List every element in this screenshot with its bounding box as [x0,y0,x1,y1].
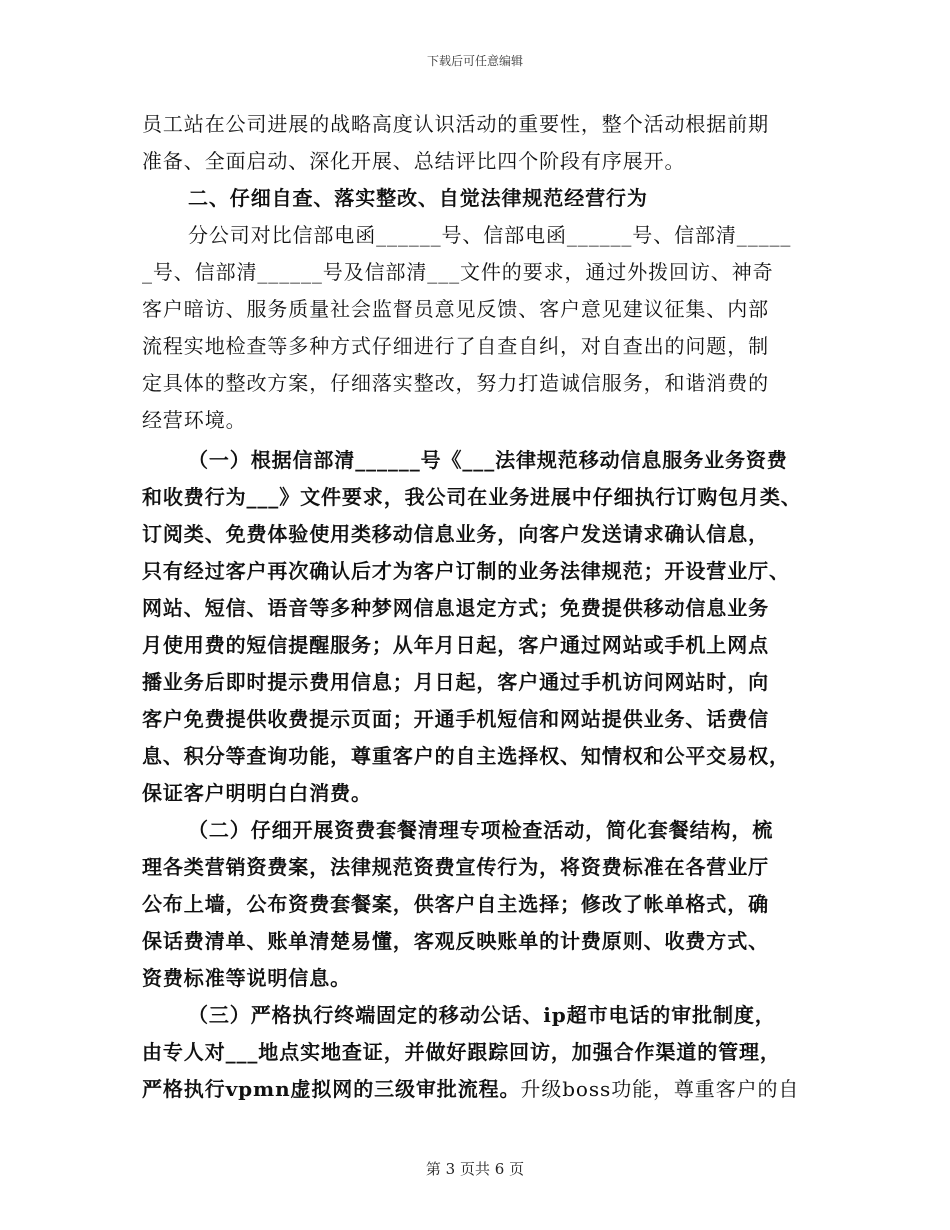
bold-paragraph-line: 保证客户明明白白消费。 [142,781,372,805]
bold-paragraph-line: 月使用费的短信提醒服务；从年月日起，客户通过网站或手机上网点 [142,633,769,657]
bold-paragraph-line: 只有经过客户再次确认后才为客户订制的业务法律规范；开设营业厅、 [142,559,790,583]
bold-paragraph-line: 订阅类、免费体验使用类移动信息业务，向客户发送请求确认信息， [142,522,769,546]
document-body [142,106,814,1108]
body-line: 准备、全面启动、深化开展、总结评比四个阶段有序展开。 [142,149,686,173]
body-line: _号、信部清______号及信部清___文件的要求，通过外拨回访、神奇 [142,260,774,284]
body-line: 定具体的整改方案，仔细落实整改，努力打造诚信服务，和谐消费的 [142,371,769,395]
bold-line-segment: 严格执行vpmn虚拟网的三级审批流程。 [142,1077,521,1101]
bold-paragraph-line: 公布上墙，公布资费套餐案，供客户自主选择；修改了帐单格式，确 [142,892,769,916]
bold-paragraph-line: 播业务后即时提示费用信息；月日起，客户通过手机访问网站时，向 [142,670,769,694]
regular-line-segment: 升级boss功能，尊重客户的自 [520,1077,800,1101]
body-line: 员工站在公司进展的战略高度认识活动的重要性，整个活动根据前期 [142,112,769,136]
body-line: 流程实地检查等多种方式仔细进行了自查自纠，对自查出的问题，制 [142,334,769,358]
bold-paragraph-line: （三）严格执行终端固定的移动公话、ip超市电话的审批制度， [188,1003,776,1027]
body-line: 经营环境。 [142,408,247,432]
bold-paragraph-line: （二）仔细开展资费套餐清理专项检查活动，简化套餐结构，梳 [188,818,774,842]
bold-paragraph-line: 客户免费提供收费提示页面；开通手机短信和网站提供业务、话费信 [142,707,769,731]
bold-paragraph-line: 保话费清单、账单清楚易懂，客观反映账单的计费原则、收费方式、 [142,929,769,953]
bold-paragraph-line: （一）根据信部清______号《___法律规范移动信息服务业务资费 [188,448,788,472]
bold-paragraph-line: 网站、短信、语音等多种梦网信息退定方式；免费提供移动信息业务 [142,596,769,620]
page-header-note: 下载后可任意编辑 [426,54,523,68]
bold-paragraph-line: 息、积分等查询功能，尊重客户的自主选择权、知情权和公平交易权， [142,744,790,768]
body-line: 客户暗访、服务质量社会监督员意见反馈、客户意见建议征集、内部 [142,297,769,321]
mixed-line [142,1071,814,1108]
bold-paragraph-line: 和收费行为___》文件要求，我公司在业务进展中仔细执行订购包月类、 [142,485,802,509]
bold-paragraph-line: 资费标准等说明信息。 [142,966,351,990]
bold-paragraph-line: 由专人对___地点实地查证，并做好跟踪回访，加强合作渠道的管理， [142,1040,781,1064]
body-line: 分公司对比信部电函______号、信部电函______号、信部清_____ [188,223,792,247]
page-number-footer: 第 3 页共 6 页 [425,1160,525,1178]
section-heading: 二、仔细自查、落实整改、自觉法律规范经营行为 [188,186,648,210]
bold-paragraph-line: 理各类营销资费案，法律规范资费宣传行为，将资费标准在各营业厅 [142,855,769,879]
